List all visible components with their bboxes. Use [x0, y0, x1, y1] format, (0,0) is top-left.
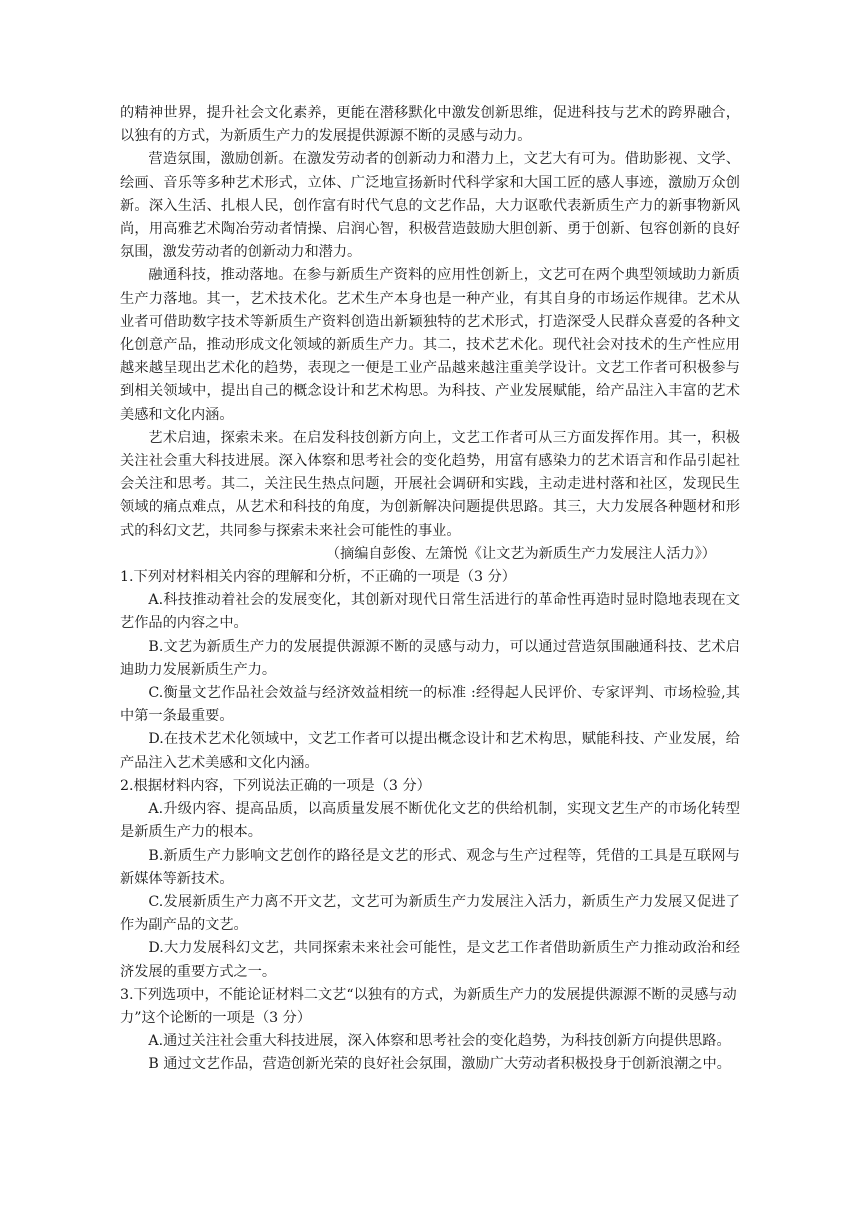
paragraph-atmosphere: 营造氛围，激励创新。在激发劳动者的创新动力和潜力上，文艺大有可为。借助影视、文学、绘画、音乐等多种艺术形式，立体、广泛地宣扬新时代科学家和大国工匠的感人事迹，激励万众创新。深入生活、扎根人民，创作富有时代气息的文艺作品，大力讴歌代表新质生产力的新事物新风尚，用高雅艺术陶冶劳动者情操、启润心智，积极营造鼓励大胆创新、勇于创新、包容创新的良好氛围，激发劳动者的创新动力和潜力。: [120, 151, 740, 261]
question-stem: 2.根据材料内容，下列说法正确的一项是（3 分）: [120, 777, 431, 794]
option-b: B.新质生产力影响文艺创作的路径是文艺的形式、观念与生产过程等，凭借的工具是互联网与新媒体等新技术。: [120, 847, 740, 887]
option-c: C.发展新质生产力离不开文艺，文艺可为新质生产力发展注入活力，新质生产力发展又促进了作为副产品的文艺。: [120, 893, 740, 934]
paragraph-inspiration: 艺术启迪，探索未来。在启发科技创新方向上，文艺工作者可从三方面发挥作用。其一，积极关注社会重大科技进展。深入体察和思考社会的变化趋势，用富有感染力的艺术语言和作品引起社会关注和思考。其二，关注民生热点问题，开展社会调研和实践，主动走进村落和社区，发现民生领域的痛点难点，从艺术和科技的角度，为创新解决问题提供思路。其三，大力发展各种题材和形式的科幻文艺，共同参与探索未来社会可能性的事业。: [120, 429, 740, 539]
option-c: C.衡量文艺作品社会效益与经济效益相统一的标准 :经得起人民评价、专家评判、市场检验,其中第一条最重要。: [120, 685, 740, 725]
option-a: A.科技推动着社会的发展变化，其创新对现代日常生活进行的革命性再造时显时隐地表现在文艺作品的内容之中。: [120, 592, 740, 632]
source-citation: （摘编自彭俊、左箫悦《让文艺为新质生产力发展注人活力》）: [325, 545, 716, 562]
option-b: B 通过文艺作品，营造创新光荣的良好社会氛围，激励广大劳动者积极投身于创新浪潮之中。: [148, 1056, 731, 1073]
question-stem: 1.下列对材料相关内容的理解和分析，不正确的一项是（3 分）: [120, 569, 516, 586]
paragraph-technology: 融通科技，推动落地。在参与新质生产资料的应用性创新上，文艺可在两个典型领域助力新质生产力落地。其一，艺术技术化。艺术生产本身也是一种产业，有其自身的市场运作规律。艺术从业者可借助数字技术等新质生产资料创造出新颖独特的艺术形式，打造深受人民群众喜爱的各种文化创意产品，推动形成文化领域的新质生产力。其二，技术艺术化。现代社会对技术的生产性应用越来越呈现出艺术化的趋势，表现之一便是工业产品越来越注重美学设计。文艺工作者可积极参与到相关领域中，提出自己的概念设计和艺术构思。为科技、产业发展赋能，给产品注入丰富的艺术美感和文化内涵。: [120, 267, 740, 423]
option-b: B.文艺为新质生产力的发展提供源源不断的灵感与动力，可以通过营造氛围融通科技、艺术启迪助力发展新质生产力。: [120, 638, 740, 678]
option-a: A.通过关注社会重大科技进展，深入体察和思考社会的变化趋势，为科技创新方向提供思路。: [148, 1033, 731, 1050]
option-d: D.大力发展科幻文艺，共同探索未来社会可能性，是文艺工作者借助新质生产力推动政治和经济发展的重要方式之一。: [120, 940, 740, 980]
question-stem: 3.下列选项中，不能论证材料二文艺“以独有的方式，为新质生产力的发展提供源源不断的灵感与动力”这个论断的一项是（3 分）: [120, 986, 737, 1026]
question-1: [120, 566, 740, 775]
question-3: [120, 984, 740, 1077]
option-a: A.升级内容、提高品质，以高质量发展不断优化文艺的供给机制，实现文艺生产的市场化转型是新质生产力的根本。: [120, 801, 740, 841]
option-d: D.在技术艺术化领域中，文艺工作者可以提出概念设计和艺术构思，赋能科技、产业发展，给产品注入艺术美感和文化内涵。: [120, 731, 740, 771]
question-2: [120, 775, 740, 984]
paragraph-continuation: 的精神世界，提升社会文化素养，更能在潜移默化中激发创新思维，促进科技与艺术的跨界融合，以独有的方式，为新质生产力的发展提供源源不断的灵感与动力。: [120, 105, 740, 145]
